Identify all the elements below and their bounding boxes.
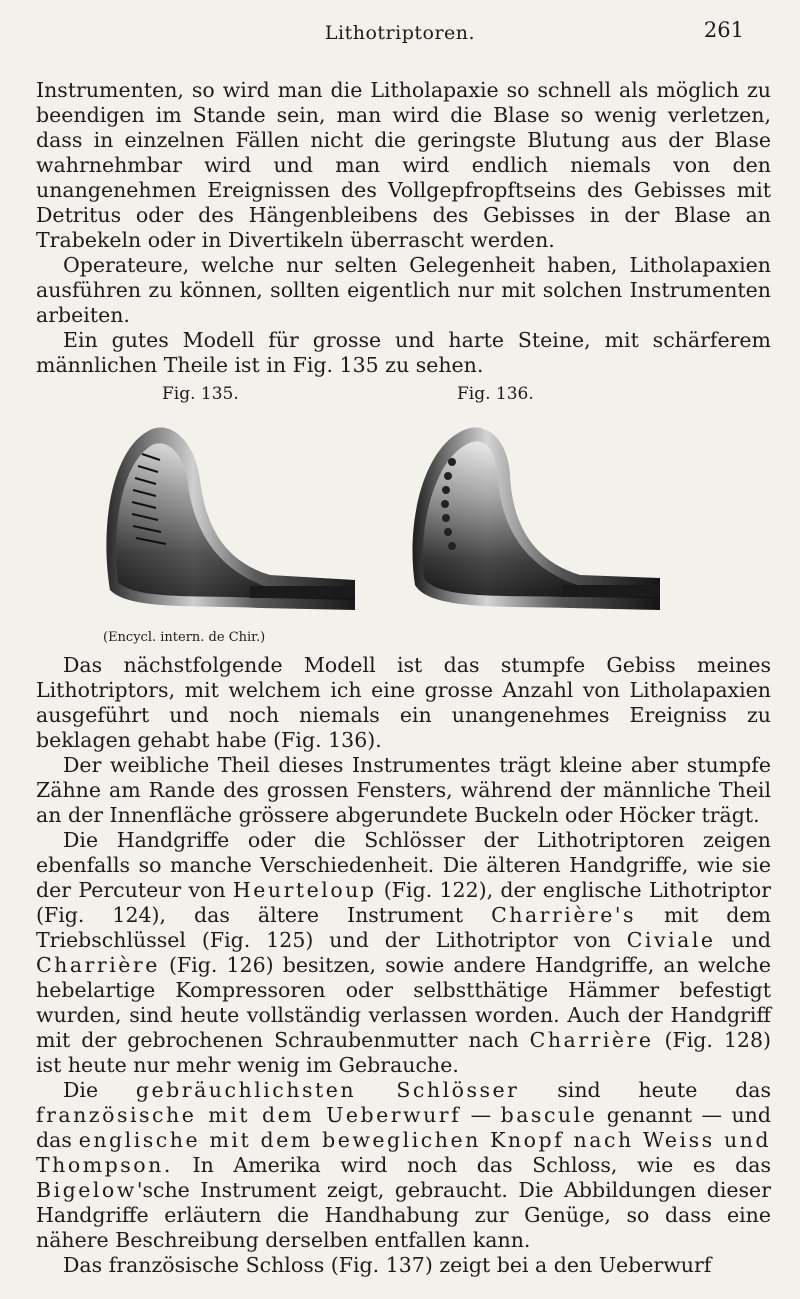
paragraph-7 — [36, 1078, 771, 1253]
figure-136 — [390, 384, 660, 618]
figure-pair — [90, 384, 660, 628]
emphasis: gebräuchlichsten Schlösser — [135, 1078, 520, 1102]
author-name: Charrière — [529, 1028, 654, 1052]
text-run: mit dem Triebschlüssel (Fig. 125) und der Lithotriptor von — [36, 903, 771, 952]
lithotriptor-jaw-sharp-illustration — [90, 410, 355, 622]
text-run: genannt — und das — [36, 1103, 771, 1152]
text-run: und — [715, 928, 771, 952]
text-run: 'sche Instrument zeigt, gebraucht. Die Abbildungen dieser Handgriffe erläutern die Handhabung zur Genüge, so dass eine nähere Beschreibung derselben entfallen kann. — [36, 1178, 771, 1252]
page-number: 261 — [703, 18, 744, 42]
paragraph-4: Das nächstfolgende Modell ist das stumpfe Gebiss meines Lithotriptors, mit welchem ich eine grosse Anzahl von Litholapaxien ausgeführt und noch niemals ein unangenehmes Ereigniss zu beklagen gehabt habe (Fig. 136). — [36, 653, 771, 752]
text-run: Die Handgriffe oder die Schlösser der Lithotriptoren zeigen ebenfalls so manche Verschiedenheit. Die älteren Handgriffe, wie sie der Percuteur von — [36, 828, 771, 902]
author-name: Heurteloup — [232, 878, 377, 902]
figure-135 — [90, 384, 355, 618]
figure-136-label: Fig. 136. — [457, 384, 534, 404]
author-name: Civiale — [626, 928, 716, 952]
text-run: — — [461, 1103, 501, 1127]
text-run: (Fig. 122), der englische Lithotriptor (Fig. 124), das ältere Instrument — [36, 878, 772, 927]
paragraph-2: Operateure, welche nur selten Gelegenheit haben, Litholapaxien ausführen zu können, sollten eigentlich nur mit solchen Instrumenten arbeiten. — [36, 253, 771, 327]
text-block-bottom — [36, 653, 771, 1278]
emphasis: Bigelow — [36, 1178, 137, 1202]
figure-credit: (Encycl. intern. de Chir.) — [103, 630, 266, 645]
paragraph-6 — [36, 828, 771, 1078]
text-run: sind heute das — [519, 1078, 771, 1102]
lithotriptor-jaw-blunt-illustration — [390, 410, 660, 622]
text-block-top — [36, 78, 771, 378]
running-title: Lithotriptoren. — [324, 22, 476, 44]
author-name: Charrière — [36, 953, 160, 977]
paragraph-8: Das französische Schloss (Fig. 137) zeigt bei a den Ueberwurf — [63, 1253, 712, 1277]
emphasis: bascule — [500, 1103, 598, 1127]
paragraph-3: Ein gutes Modell für grosse und harte Steine, mit schärferem männlichen Theile ist in Fig. 135 zu sehen. — [36, 328, 771, 377]
text-run: Die — [63, 1078, 136, 1102]
figure-135-label: Fig. 135. — [162, 384, 239, 404]
author-name: Charrière's — [491, 903, 637, 927]
text-run: (Fig. 128) ist heute nur mehr wenig im Gebrauche. — [36, 1028, 772, 1077]
text-run: In Amerika wird noch das Schloss, wie es das — [172, 1153, 771, 1177]
emphasis: englische mit dem beweglichen Knopf nach Weiss und Thompson. — [36, 1128, 771, 1177]
emphasis: französische mit dem Ueberwurf — [36, 1103, 462, 1127]
text-run: (Fig. 126) besitzen, sowie andere Handgriffe, an welche hebelartige Kompressoren oder selbstthätige Hämmer befestigt wurden, sind heute vollständig verlassen worden. Auch der Handgriff mit der gebrochenen Schraubenmutter nach — [36, 953, 771, 1052]
paragraph-1: Instrumenten, so wird man die Litholapaxie so schnell als möglich zu beendigen im Stande sein, man wird die Blase so wenig verletzen, dass in einzelnen Fällen nicht die geringste Blutung aus der Blase wahrnehmbar wird und man wird endlich niemals von den unangenehmen Ereignissen des Vollgepfropftseins des Gebisses mit Detritus oder des Hängenbleibens des Gebisses in der Blase an Trabekeln oder in Divertikeln überrascht werden. — [36, 78, 771, 252]
paragraph-5: Der weibliche Theil dieses Instrumentes trägt kleine aber stumpfe Zähne am Rande des grossen Fensters, während der männliche Theil an der Innenfläche grössere abgerundete Buckeln oder Höcker trägt. — [36, 753, 771, 827]
